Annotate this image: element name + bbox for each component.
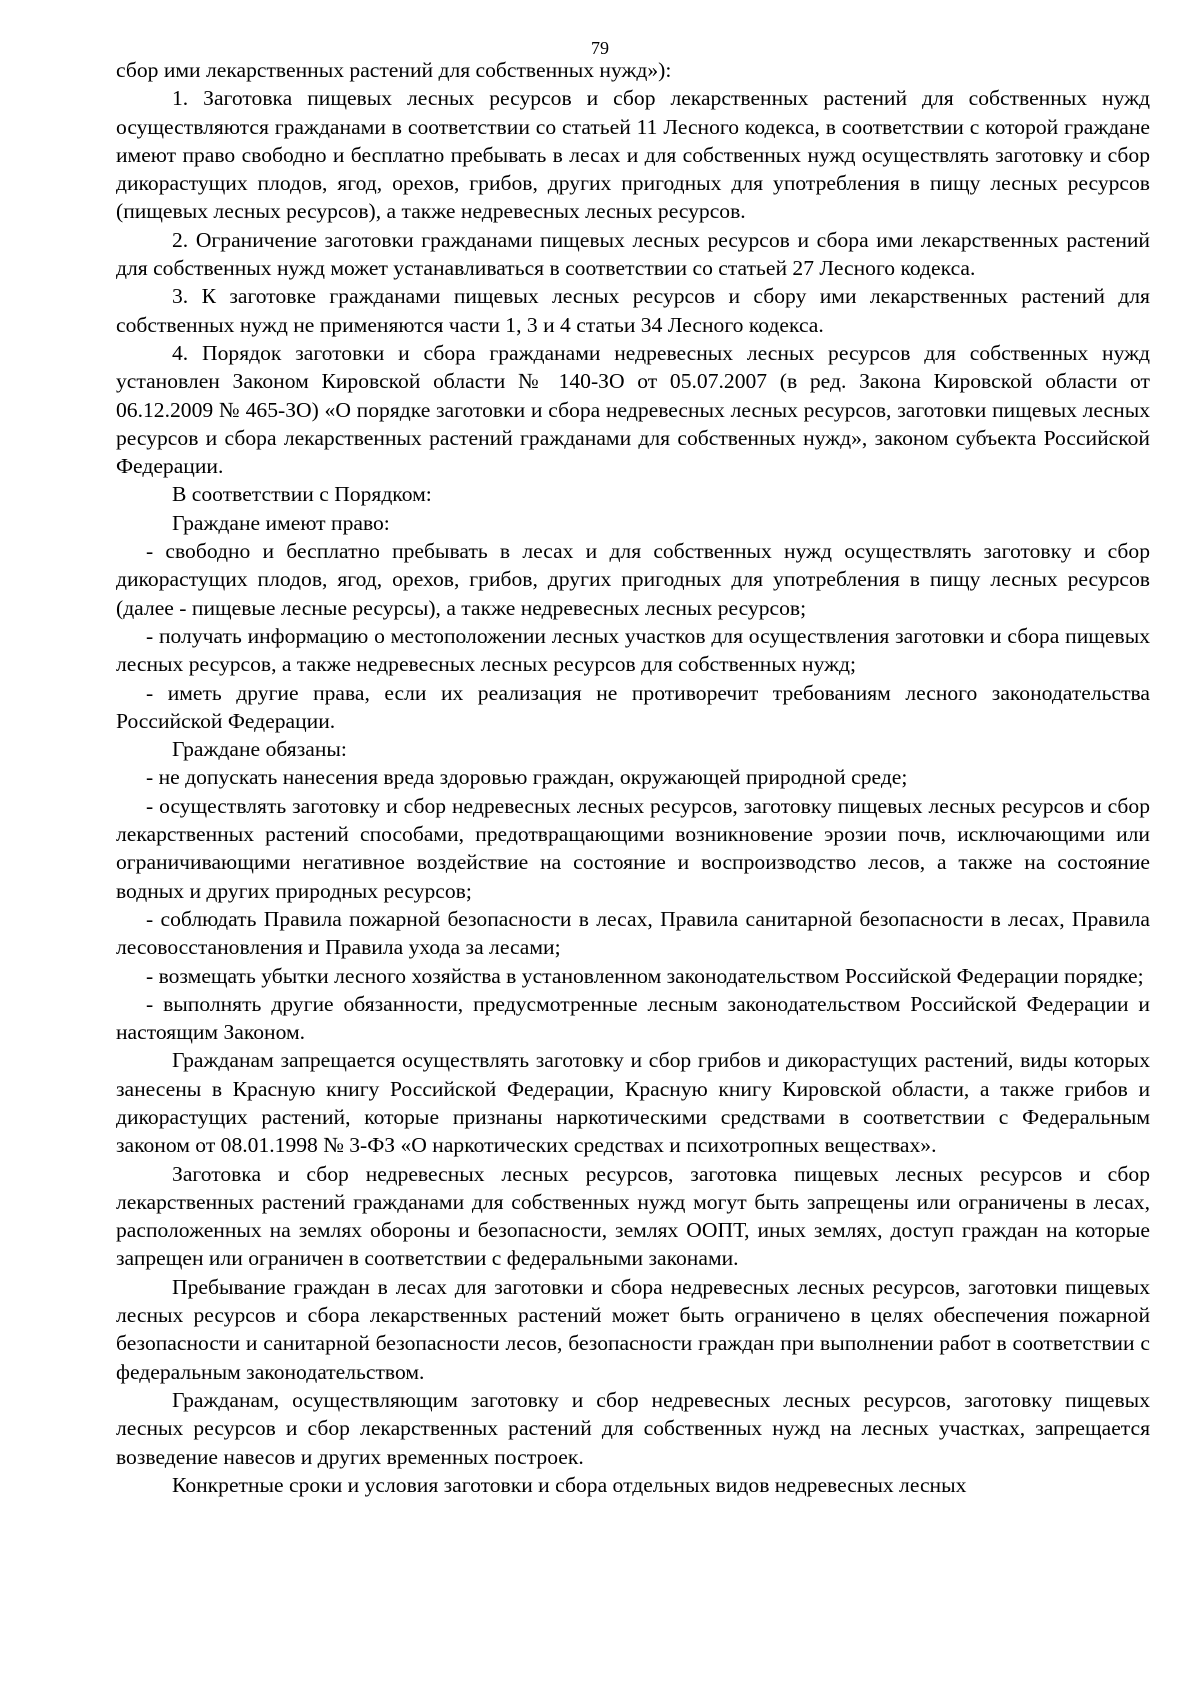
paragraph-17: Заготовка и сбор недревесных лесных ресурсов, заготовка пищевых лесных ресурсов и сбор лекарственных растений гражданами для собственных нужд могут быть запрещены или ограничены в лесах, расположенных на землях обороны и безопасности, землях ООПТ, иных землях, доступ граждан на которые запрещен или ограничен в соответствии с федеральными законами. [116,1161,1150,1271]
paragraph-2: 2. Ограничение заготовки гражданами пищевых лесных ресурсов и сбора ими лекарственных растений для собственных нужд может устанавливаться в соответствии со статьей 27 Лесного кодекса. [116,227,1150,281]
paragraph-18: Пребывание граждан в лесах для заготовки и сбора недревесных лесных ресурсов, заготовки пищевых лесных ресурсов и сбора лекарственных растений может быть ограничено в целях обеспечения пожарной безопасности и санитарной безопасности лесов, безопасности граждан при выполнении работ в соответствии с федеральным законодательством. [116,1274,1150,1384]
paragraph-3: 3. К заготовке гражданами пищевых лесных ресурсов и сбору ими лекарственных растений для собственных нужд не применяются части 1, 3 и 4 статьи 34 Лесного кодекса. [116,284,1150,337]
list-item-duty-5: - выполнять другие обязанности, предусмотренные лесным законодательством Российской Федерации и настоящим Законом. [116,991,1150,1045]
paragraph-0: сбор ими лекарственных растений для собственных нужд»): [116,58,672,82]
paragraph-16: Гражданам запрещается осуществлять заготовку и сбор грибов и дикорастущих растений, виды которых занесены в Красную книгу Российской Федерации, Красную книгу Кировской области, а также грибов и дикорастущих растений, которые признаны наркотическими средствами в соответствии с Федеральным законом от 08.01.1998 № 3-ФЗ «О наркотических средствах и психотропных веществах». [116,1048,1150,1158]
paragraph-5: В соответствии с Порядком: [172,482,432,507]
list-item-right-3: - иметь другие права, если их реализация не противоречит требованиям лесного законодательства Российской Федерации. [116,680,1150,733]
list-item-right-2: - получать информацию о местоположении лесных участков для осуществления заготовки и сбора пищевых лесных ресурсов, а также недревесных лесных ресурсов для собственных нужд; [116,623,1150,677]
page-number: 79 [591,38,609,58]
list-item-right-1: - свободно и бесплатно пребывать в лесах и для собственных нужд осуществлять заготовку и сбор дикорастущих плодов, ягод, орехов, грибов, других пригодных для употребления в пищу лесных ресурсов (далее - пищевые лесные ресурсы), а также недревесных лесных ресурсов; [116,539,1150,620]
list-item-duty-1: - не допускать нанесения вреда здоровью граждан, окружающей природной среде; [146,765,908,790]
list-item-duty-3: - соблюдать Правила пожарной безопасности в лесах, Правила санитарной безопасности в лесах, Правила лесовосстановления и Правила ухода за лесами; [116,906,1150,960]
paragraph-1: 1. Заготовка пищевых лесных ресурсов и сбор лекарственных растений для собственных нужд осуществляются гражданами в соответствии со статьей 11 Лесного кодекса, в соответствии с которой граждане имеют право свободно и бесплатно пребывать в лесах и для собственных нужд осуществлять заготовку и сбор дикорастущих плодов, ягод, орехов, грибов, других пригодных для употребления в пищу лесных ресурсов (пищевых лесных ресурсов), а также недревесных лесных ресурсов. [116,86,1150,224]
paragraph-4: 4. Порядок заготовки и сбора гражданами недревесных лесных ресурсов для собственных нужд установлен Законом Кировской области № 140-ЗО от 05.07.2007 (в ред. Закона Кировской области от 06.12.2009 № 465-ЗО) «О порядке заготовки и сбора недревесных лесных ресурсов, заготовки пищевых лесных ресурсов и сбора лекарственных растений гражданами для собственных нужд», законом субъекта Российской Федерации. [116,340,1150,479]
list-item-duty-4: - возмещать убытки лесного хозяйства в установленном законодательством Российской Федерации порядке; [146,963,1144,988]
paragraph-6: Граждане имеют право: [172,510,390,535]
paragraph-19: Гражданам, осуществляющим заготовку и сбор недревесных лесных ресурсов, заготовку пищевых лесных ресурсов и сбор лекарственных растений для собственных нужд на лесных участках, запрещается возведение навесов и других временных построек. [116,1387,1150,1469]
list-item-duty-2: - осуществлять заготовку и сбор недревесных лесных ресурсов, заготовку пищевых лесных ресурсов и сбор лекарственных растений способами, предотвращающими возникновение эрозии почв, исключающими или ограничивающими негативное воздействие на состояние и воспроизводство лесов, а также на состояние водных и других природных ресурсов; [116,793,1150,903]
paragraph-20: Конкретные сроки и условия заготовки и сбора отдельных видов недревесных лесных [172,1472,967,1497]
paragraph-10: Граждане обязаны: [172,737,347,762]
document-body [116,56,1150,1499]
